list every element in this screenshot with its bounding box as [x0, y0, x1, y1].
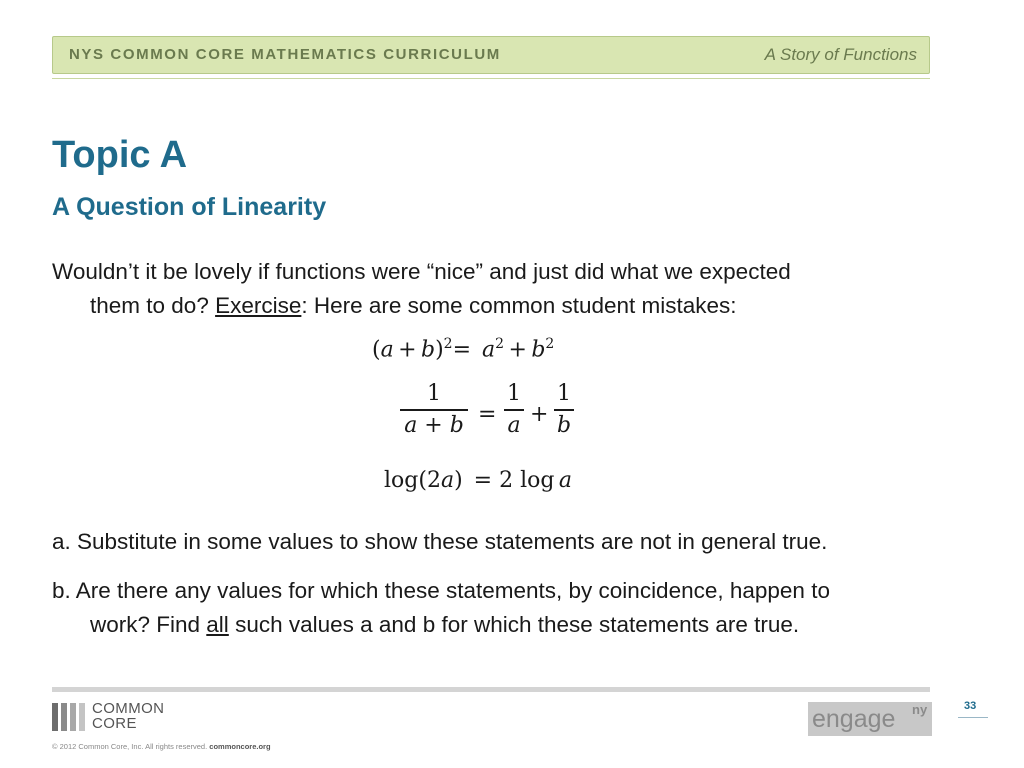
equation-square-of-sum: $(a + b)^2=$ $a^2 + b^2$ [372, 336, 555, 363]
site-link: commoncore.org [209, 742, 271, 751]
footer-divider [52, 687, 930, 692]
slide-number-underline [958, 717, 988, 718]
question-b-line-2: work? Find all such values a and b for which these statements are true. [90, 612, 800, 637]
equation-reciprocal-sum: 1 a + b = 1 a + 1 b [400, 382, 580, 452]
exercise-label: Exercise [215, 293, 302, 318]
fraction-1-over-a: 1 a [504, 382, 524, 438]
topic-subtitle: A Question of Linearity [52, 193, 327, 221]
curriculum-header [52, 36, 930, 74]
logo-bar-icon [52, 703, 58, 731]
topic-title: Topic A [52, 134, 188, 176]
module-name: A Story of Functions [764, 45, 917, 64]
question-a: a. Substitute in some values to show these statements are not in general true. [52, 529, 828, 554]
logo-text: COMMON CORE [92, 700, 165, 732]
equation-log: log(2a) = 2 log a [384, 468, 572, 493]
question-b-line-1: b. Are there any values for which these statements, by coincidence, happen to [52, 578, 830, 603]
question-b [52, 574, 972, 642]
slide-number: 33 [964, 700, 977, 712]
intro-line-1: Wouldn’t it be lovely if functions were “nice” and just did what we expected [52, 259, 791, 284]
engage-ny-logo: engage ny [808, 702, 932, 736]
header-divider [52, 78, 930, 79]
fraction-1-over-a-plus-b: 1 a + b [400, 382, 468, 438]
fraction-1-over-b: 1 b [554, 382, 574, 438]
logo-bar-icon [61, 703, 67, 731]
logo-bar-icon [79, 703, 85, 731]
logo-bar-icon [70, 703, 76, 731]
copyright-notice: © 2012 Common Core, Inc. All rights reserved. commoncore.org [52, 742, 271, 751]
intro-line-2: them to do? Exercise: Here are some common student mistakes: [90, 293, 737, 318]
intro-paragraph [52, 255, 972, 323]
all-emphasis: all [206, 612, 229, 637]
curriculum-name: NYS COMMON CORE MATHEMATICS CURRICULUM [69, 46, 501, 63]
